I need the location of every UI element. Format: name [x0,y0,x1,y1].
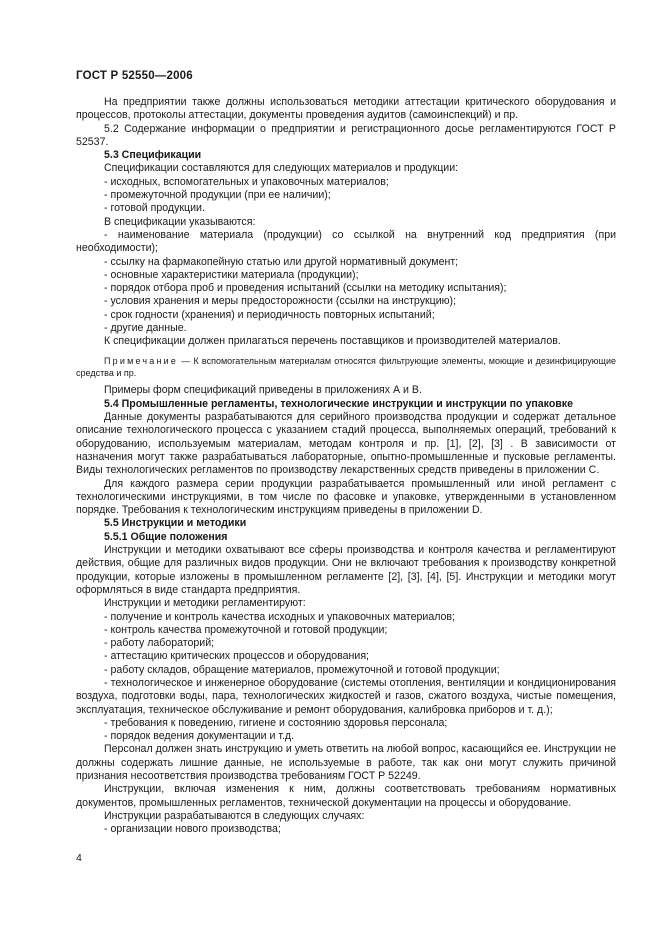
list-item: - технологическое и инженерное оборудование (системы отопления, вентиляции и кондиционирования воздуха, подготовки воды, пара, технологических жидкостей и газов, сжатого воздуха, чистые помещения, эксплуатация, техническое обслуживание и ремонт оборудования, калибровка приборов и т. д.); [76,676,616,716]
note-text: — К вспомогательным материалам относятся фильтрующие элементы, моющие и дезинфицирующие средства и пр. [76,355,616,379]
list-item: - готовой продукции. [104,202,205,215]
list-item: - требования к поведению, гигиене и состоянию здоровья персонала; [104,716,448,729]
paragraph: Инструкции и методики охватывают все сферы производства и контроля качества и регламентируют действия, общие для различных видов продукции. Они не включают требования к производству конкретной продукции, которые изложены в промышленном регламенте [2], [3], [4], [5]. Инструкции и методики могут оформляться в виде стандарта предприятия. [76,544,616,596]
section-heading-5-5-1: 5.5.1 Общие положения [104,530,228,543]
list-item: - порядок отбора проб и проведения испытаний (ссылки на методику испытания); [104,282,507,295]
section-heading-5-5: 5.5 Инструкции и методики [104,517,247,530]
list-item: - ссылку на фармакопейную статью или другой нормативный документ; [104,255,459,268]
list-item: - срок годности (хранения) и периодичность повторных испытаний; [104,308,435,321]
list-item: - работу складов, обращение материалов, промежуточной и готовой продукции; [104,663,500,676]
list-item: - условия хранения и меры предосторожности (ссылки на инструкцию); [104,295,457,308]
note [76,355,616,380]
list-item: - организации нового производства; [104,823,281,836]
text-line: К спецификации должен прилагаться перечень поставщиков и производителей материалов. [104,335,561,348]
text-line: Спецификации составляются для следующих материалов и продукции: [104,162,459,175]
paragraph: Данные документы разрабатываются для серийного производства продукции и содержат детальное описание технологического процесса с указанием стадий процесса, выполняемых операций, требований к оборудованию, используемым материалам, методам контроля и пр. [1], [2], [3] . В зависимости от назначения могут также разрабатываться лабораторные, опытно-промышленные и пусковые регламенты. Виды технологических регламентов по производству лекарственных средств приведены в приложении С. [76,411,616,477]
list-item: - наименование материала (продукции) со ссылкой на внутренний код предприятия (при необходимости); [76,228,616,255]
text-line: Инструкции и методики регламентируют: [104,597,306,610]
list-item: - основные характеристики материала (продукции); [104,268,359,281]
paragraph: Персонал должен знать инструкцию и уметь ответить на любой вопрос, касающийся ее. Инструкции не должны содержать лишние данные, не используемые в работе, так как они могут служить причиной признания несоответствия производства требованиям ГОСТ Р 52249. [76,743,616,783]
list-item: - работу лабораторий; [104,637,215,650]
page-number: 4 [76,852,82,864]
text-line: Инструкции разрабатываются в следующих случаях: [104,809,365,822]
paragraph: Для каждого размера серии продукции разрабатывается промышленный или иной регламент с технологическими инструкциями, в том числе по фасовке и упаковке, утвержденными в установленном порядке. Требования к технологическим инструкциям приведены в приложении D. [76,477,616,517]
section-heading-5-4: 5.4 Промышленные регламенты, технологические инструкции и инструкции по упаковке [104,397,573,410]
paragraph: 5.2 Содержание информации о предприятии и регистрационного досье регламентируются ГОСТ Р 52537. [76,122,616,148]
paragraph: На предприятии также должны использоваться методики аттестации критического оборудования и процессов, протоколы аттестации, документы проведения аудитов (самоинспекций) и пр. [76,96,616,122]
list-item: - получение и контроль качества исходных и упаковочных материалов; [104,610,455,623]
paragraph: Инструкции, включая изменения к ним, должны соответствовать требованиям нормативных документов, промышленных регламентов, технической документации на процессы и оборудование. [76,783,616,809]
document-body [76,96,616,837]
list-item: - исходных, вспомогательных и упаковочных материалов; [104,175,389,188]
list-item: - контроль качества промежуточной и готовой продукции; [104,623,388,636]
list-item: - аттестацию критических процессов и оборудования; [104,650,370,663]
list-item: - другие данные. [104,322,187,335]
text-line: Примеры форм спецификаций приведены в приложениях А и В. [104,384,422,397]
text-line: В спецификации указываются: [104,215,256,228]
section-heading-5-3: 5.3 Спецификации [104,149,202,162]
list-item: - промежуточной продукции (при ее наличии); [104,189,331,202]
document-header-title: ГОСТ Р 52550—2006 [76,70,193,82]
note-label: Примечание [104,355,179,366]
list-item: - порядок ведения документации и т.д. [104,730,295,743]
